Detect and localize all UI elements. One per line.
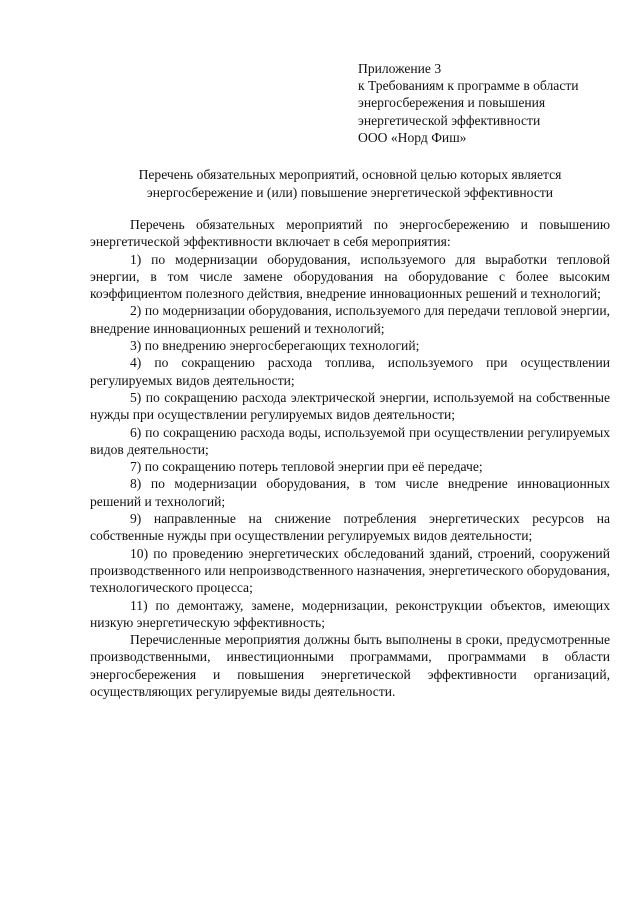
- list-item: 11) по демонтажу, замене, модернизации, реконструкции объектов, имеющих низкую энергетическую эффективность;: [90, 597, 610, 630]
- appendix-header: [358, 60, 620, 146]
- list-item: 7) по сокращению потерь тепловой энергии при её передаче;: [130, 459, 483, 475]
- appendix-line: Приложение 3: [358, 61, 442, 76]
- list-item: 2) по модернизации оборудования, используемого для передачи тепловой энергии, внедрение инновационных решений и технологий;: [90, 303, 610, 336]
- title-line: энергосбережение и (или) повышение энергетической эффективности: [146, 184, 554, 200]
- list-item: 10) по проведению энергетических обследований зданий, строений, сооружений производственного или непроизводственного назначения, энергетического оборудования, технологического процесса;: [90, 545, 610, 596]
- document-title: [90, 166, 610, 201]
- list-item: 1) по модернизации оборудования, используемого для выработки тепловой энергии, в том числе замене оборудования на оборудование с более высоким коэффициентом полезного действия, внедрение инновационных решений и технологий;: [90, 251, 610, 302]
- appendix-line: энергосбережения и повышения: [358, 95, 546, 111]
- title-line: Перечень обязательных мероприятий, основной целью которых является: [138, 167, 562, 182]
- appendix-line: к Требованиям к программе в области: [358, 78, 579, 94]
- list-item: 4) по сокращению расхода топлива, используемого при осуществлении регулируемых видов деятельности;: [90, 355, 610, 388]
- intro-paragraph: Перечень обязательных мероприятий по энергосбережению и повышению энергетической эффективности включает в себя мероприятия:: [90, 217, 610, 250]
- list-item: 8) по модернизации оборудования, в том числе внедрение инновационных решений и технологий;: [90, 476, 610, 509]
- closing-paragraph: Перечисленные мероприятия должны быть выполнены в сроки, предусмотренные производственными, инвестиционными программами, программами в области энергосбережения и повышения энергетической эффективности организаций, осуществляющих регулируемые виды деятельности.: [90, 632, 610, 700]
- appendix-line: энергетической эффективности: [358, 112, 541, 128]
- list-item: 6) по сокращению расхода воды, используемой при осуществлении регулируемых видов деятельности;: [90, 424, 610, 457]
- appendix-line: ООО «Норд Фиш»: [358, 129, 467, 145]
- list-item: 3) по внедрению энергосберегающих технологий;: [130, 338, 420, 354]
- list-item: 5) по сокращению расхода электрической энергии, используемой на собственные нужды при осуществлении регулируемых видов деятельности;: [90, 389, 610, 423]
- list-item: 9) направленные на снижение потребления энергетических ресурсов на собственные нужды при осуществлении регулируемых видов деятельности;: [90, 511, 610, 544]
- document-body: [90, 216, 610, 700]
